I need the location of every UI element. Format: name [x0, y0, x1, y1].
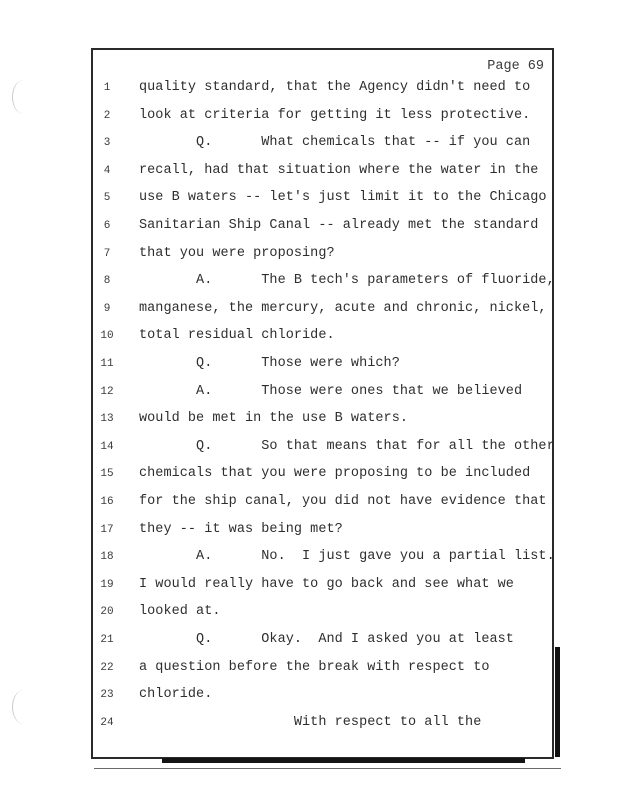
line-number: 13 — [100, 413, 114, 426]
transcript-line: With respect to all the — [139, 714, 482, 730]
line-number: 15 — [100, 468, 114, 481]
page-border-right — [552, 48, 554, 759]
line-number: 4 — [103, 164, 111, 177]
line-number: 3 — [103, 137, 111, 150]
transcript-line: Q. What chemicals that -- if you can — [139, 135, 531, 151]
page-bottom-shadow — [162, 758, 525, 763]
transcript-line: I would really have to go back and see what we — [139, 576, 514, 592]
transcript-line: would be met in the use B waters. — [139, 411, 408, 427]
transcript-line: looked at. — [139, 604, 221, 620]
transcript-line: a question before the break with respect to — [139, 659, 490, 675]
transcript-line: recall, had that situation where the water in the — [139, 162, 539, 178]
transcript-line: quality standard, that the Agency didn't need to — [139, 80, 531, 95]
line-number: 2 — [103, 109, 111, 122]
transcript-line: total residual chloride. — [139, 328, 335, 344]
transcript-line: A. Those were ones that we believed — [139, 383, 523, 399]
transcript-line: chemicals that you were proposing to be included — [139, 466, 531, 482]
line-number: 10 — [100, 330, 114, 343]
line-number: 6 — [103, 220, 111, 232]
punch-hole-top — [12, 80, 35, 114]
line-number: 19 — [100, 578, 114, 591]
punch-hole-bottom — [12, 690, 35, 724]
line-number: 11 — [100, 358, 114, 370]
line-number: 18 — [100, 551, 114, 564]
transcript-line: for the ship canal, you did not have evidence that — [139, 494, 547, 509]
line-number: 24 — [100, 716, 114, 729]
transcript-line: that you were proposing? — [139, 245, 335, 261]
line-number: 7 — [103, 247, 111, 260]
page-right-shadow — [555, 647, 560, 757]
line-number: 22 — [100, 661, 114, 674]
transcript-line: look at criteria for getting it less protective. — [139, 107, 531, 123]
page-number: Page 69 — [487, 59, 544, 74]
line-number: 12 — [100, 385, 114, 398]
transcript-line: A. No. I just gave you a partial list. — [139, 549, 555, 565]
page-border-left — [91, 48, 93, 759]
line-number: 20 — [100, 606, 114, 619]
line-number: 21 — [100, 634, 114, 646]
line-number: 16 — [100, 496, 114, 508]
line-number: 14 — [100, 440, 114, 453]
transcript-line: Q. Okay. And I asked you at least — [139, 632, 514, 647]
transcript-line: they -- it was being met? — [139, 521, 343, 537]
line-number: 1 — [103, 82, 111, 94]
line-number: 5 — [103, 192, 111, 205]
line-number: 23 — [100, 689, 114, 702]
transcript-line: A. The B tech's parameters of fluoride, — [139, 273, 555, 289]
transcript-line: Sanitarian Ship Canal -- already met the standard — [139, 218, 539, 233]
line-number: 8 — [103, 275, 111, 288]
page-bottom-rule — [94, 768, 561, 769]
line-number: 9 — [103, 302, 111, 315]
page-border-top — [91, 48, 553, 50]
transcript-line: Q. So that means that for all the other — [139, 438, 555, 454]
line-number: 17 — [100, 523, 114, 536]
transcript-line: Q. Those were which? — [139, 356, 400, 371]
transcript-line: manganese, the mercury, acute and chronic, nickel, — [139, 300, 547, 316]
transcript-line: use B waters -- let's just limit it to the Chicago — [139, 190, 547, 206]
transcript-line: chloride. — [139, 687, 213, 703]
